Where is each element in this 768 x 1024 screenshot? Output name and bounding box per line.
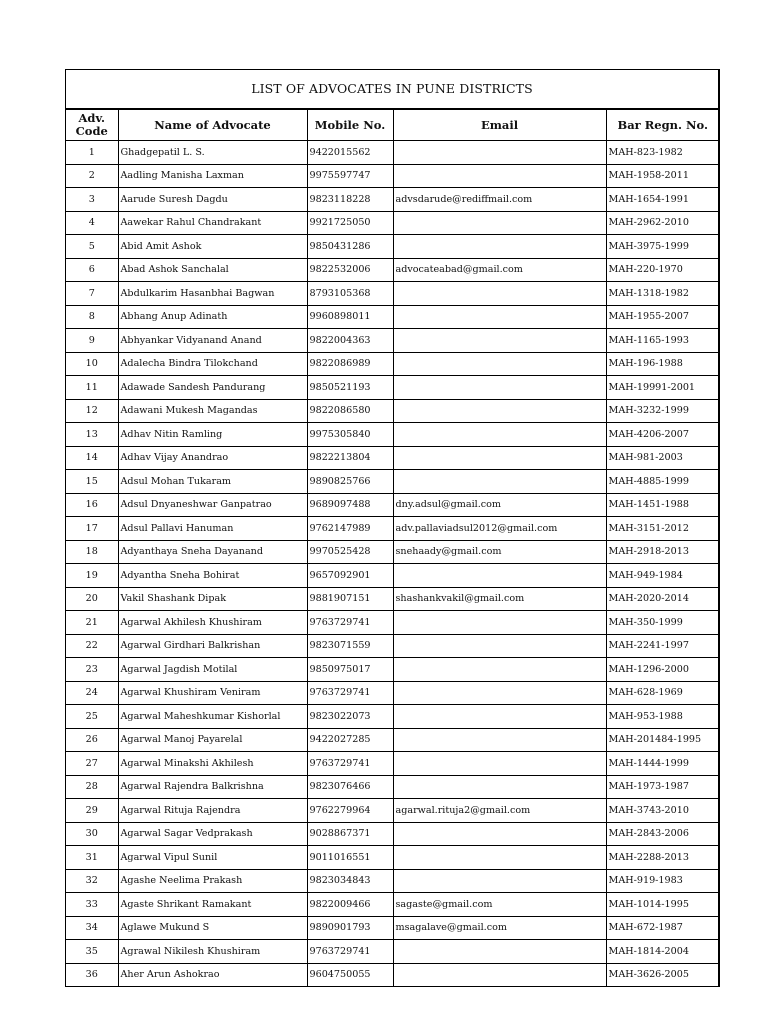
cell-bar: MAH-1444-1999 [606,752,719,776]
cell-name: Ghadgepatil L. S. [118,141,307,165]
cell-bar: MAH-981-2003 [606,446,719,470]
cell-code: 1 [66,141,118,165]
table-row [66,446,719,470]
cell-email: advsdarude@rediffmail.com [393,188,606,212]
table-row [66,869,719,893]
cell-bar: MAH-919-1983 [606,869,719,893]
cell-bar: MAH-1296-2000 [606,658,719,682]
table-row [66,822,719,846]
table-row [66,658,719,682]
cell-mobile: 9822213804 [307,446,393,470]
cell-email [393,846,606,870]
cell-code: 2 [66,164,118,188]
table-row [66,775,719,799]
cell-name: Agarwal Khushiram Veniram [118,681,307,705]
cell-email [393,564,606,588]
cell-mobile: 9850975017 [307,658,393,682]
advocate-list-sheet [65,69,720,987]
table-header-row [66,110,719,141]
table-row [66,423,719,447]
cell-name: Agaste Shrikant Ramakant [118,893,307,917]
cell-code: 8 [66,305,118,329]
cell-bar: MAH-1973-1987 [606,775,719,799]
cell-name: Agarwal Rituja Rajendra [118,799,307,823]
cell-email: shashankvakil@gmail.com [393,587,606,611]
cell-bar: MAH-4885-1999 [606,470,719,494]
cell-code: 20 [66,587,118,611]
cell-mobile: 9011016551 [307,846,393,870]
cell-email [393,329,606,353]
table-row [66,705,719,729]
table-row [66,141,719,165]
cell-email [393,963,606,986]
cell-bar: MAH-3743-2010 [606,799,719,823]
cell-bar: MAH-949-1984 [606,564,719,588]
cell-code: 27 [66,752,118,776]
cell-name: Adyantha Sneha Bohirat [118,564,307,588]
cell-mobile: 9657092901 [307,564,393,588]
cell-name: Agarwal Jagdish Motilal [118,658,307,682]
cell-bar: MAH-1654-1991 [606,188,719,212]
cell-bar: MAH-2241-1997 [606,634,719,658]
cell-name: Adsul Dnyaneshwar Ganpatrao [118,493,307,517]
table-row [66,329,719,353]
cell-mobile: 9822009466 [307,893,393,917]
cell-email: msagalave@gmail.com [393,916,606,940]
cell-email [393,305,606,329]
cell-mobile: 9822004363 [307,329,393,353]
table-row [66,399,719,423]
cell-bar: MAH-2843-2006 [606,822,719,846]
cell-name: Agarwal Rajendra Balkrishna [118,775,307,799]
table-row [66,376,719,400]
cell-code: 19 [66,564,118,588]
cell-code: 35 [66,940,118,964]
cell-code: 11 [66,376,118,400]
cell-bar: MAH-628-1969 [606,681,719,705]
cell-name: Agarwal Minakshi Akhilesh [118,752,307,776]
table-row [66,258,719,282]
cell-bar: MAH-3626-2005 [606,963,719,986]
table-row [66,587,719,611]
table-row [66,540,719,564]
cell-code: 34 [66,916,118,940]
cell-mobile: 9763729741 [307,940,393,964]
cell-code: 30 [66,822,118,846]
cell-name: Abdulkarim Hasanbhai Bagwan [118,282,307,306]
table-row [66,846,719,870]
cell-mobile: 9890901793 [307,916,393,940]
cell-email [393,681,606,705]
cell-bar: MAH-3151-2012 [606,517,719,541]
cell-bar: MAH-4206-2007 [606,423,719,447]
table-row [66,188,719,212]
cell-name: Adawade Sandesh Pandurang [118,376,307,400]
table-row [66,235,719,259]
cell-code: 25 [66,705,118,729]
cell-mobile: 9822086580 [307,399,393,423]
cell-mobile: 9975597747 [307,164,393,188]
cell-mobile: 9881907151 [307,587,393,611]
column-header-code: Adv. Code [66,110,118,141]
cell-code: 16 [66,493,118,517]
cell-bar: MAH-201484-1995 [606,728,719,752]
cell-code: 14 [66,446,118,470]
cell-name: Agarwal Vipul Sunil [118,846,307,870]
cell-code: 36 [66,963,118,986]
cell-code: 5 [66,235,118,259]
cell-code: 26 [66,728,118,752]
cell-name: Aglawe Mukund S [118,916,307,940]
table-row [66,493,719,517]
cell-code: 4 [66,211,118,235]
cell-bar: MAH-1955-2007 [606,305,719,329]
table-row [66,282,719,306]
cell-mobile: 9604750055 [307,963,393,986]
cell-name: Abhang Anup Adinath [118,305,307,329]
cell-mobile: 9028867371 [307,822,393,846]
table-row [66,799,719,823]
cell-bar: MAH-3232-1999 [606,399,719,423]
cell-name: Agashe Neelima Prakash [118,869,307,893]
cell-name: Adalecha Bindra Tilokchand [118,352,307,376]
cell-name: Abad Ashok Sanchalal [118,258,307,282]
cell-mobile: 9762279964 [307,799,393,823]
cell-email [393,352,606,376]
cell-code: 22 [66,634,118,658]
cell-email [393,399,606,423]
cell-mobile: 9822532006 [307,258,393,282]
cell-code: 6 [66,258,118,282]
cell-code: 21 [66,611,118,635]
cell-bar: MAH-672-1987 [606,916,719,940]
cell-name: Adhav Nitin Ramling [118,423,307,447]
cell-name: Aawekar Rahul Chandrakant [118,211,307,235]
cell-email: sagaste@gmail.com [393,893,606,917]
cell-mobile: 9850521193 [307,376,393,400]
cell-mobile: 9763729741 [307,752,393,776]
table-row [66,211,719,235]
cell-code: 13 [66,423,118,447]
cell-bar: MAH-19991-2001 [606,376,719,400]
cell-email [393,869,606,893]
cell-name: Vakil Shashank Dipak [118,587,307,611]
cell-mobile: 9422027285 [307,728,393,752]
cell-name: Adawani Mukesh Magandas [118,399,307,423]
advocates-table [66,109,719,986]
cell-bar: MAH-2288-2013 [606,846,719,870]
cell-code: 24 [66,681,118,705]
cell-mobile: 9823076466 [307,775,393,799]
cell-name: Agarwal Sagar Vedprakash [118,822,307,846]
cell-bar: MAH-1958-2011 [606,164,719,188]
cell-bar: MAH-196-1988 [606,352,719,376]
cell-email [393,940,606,964]
table-row [66,517,719,541]
column-header-email: Email [393,110,606,141]
cell-email: agarwal.rituja2@gmail.com [393,799,606,823]
cell-email [393,752,606,776]
cell-name: Adhav Vijay Anandrao [118,446,307,470]
cell-code: 7 [66,282,118,306]
cell-mobile: 9823118228 [307,188,393,212]
cell-name: Abid Amit Ashok [118,235,307,259]
cell-name: Aarude Suresh Dagdu [118,188,307,212]
document-title: LIST OF ADVOCATES IN PUNE DISTRICTS [66,70,718,109]
column-header-bar: Bar Regn. No. [606,110,719,141]
cell-name: Agarwal Akhilesh Khushiram [118,611,307,635]
table-row [66,470,719,494]
cell-mobile: 9850431286 [307,235,393,259]
table-row [66,916,719,940]
cell-mobile: 9921725050 [307,211,393,235]
cell-email [393,164,606,188]
cell-name: Adsul Mohan Tukaram [118,470,307,494]
cell-bar: MAH-2020-2014 [606,587,719,611]
cell-name: Agarwal Manoj Payarelal [118,728,307,752]
table-row [66,681,719,705]
cell-email: snehaady@gmail.com [393,540,606,564]
table-row [66,305,719,329]
cell-email [393,376,606,400]
cell-name: Agarwal Girdhari Balkrishan [118,634,307,658]
cell-mobile: 9890825766 [307,470,393,494]
cell-email [393,822,606,846]
table-row [66,893,719,917]
cell-bar: MAH-220-1970 [606,258,719,282]
column-header-mobile: Mobile No. [307,110,393,141]
cell-email [393,470,606,494]
cell-bar: MAH-1318-1982 [606,282,719,306]
cell-code: 12 [66,399,118,423]
cell-email [393,446,606,470]
cell-mobile: 9970525428 [307,540,393,564]
table-row [66,963,719,986]
cell-email [393,728,606,752]
table-row [66,940,719,964]
cell-bar: MAH-350-1999 [606,611,719,635]
cell-email [393,282,606,306]
cell-bar: MAH-953-1988 [606,705,719,729]
cell-mobile: 9763729741 [307,611,393,635]
cell-name: Abhyankar Vidyanand Anand [118,329,307,353]
cell-code: 23 [66,658,118,682]
table-row [66,611,719,635]
cell-bar: MAH-1165-1993 [606,329,719,353]
cell-bar: MAH-2918-2013 [606,540,719,564]
cell-mobile: 9975305840 [307,423,393,447]
cell-email: adv.pallaviadsul2012@gmail.com [393,517,606,541]
cell-mobile: 9823022073 [307,705,393,729]
cell-email [393,611,606,635]
cell-name: Aher Arun Ashokrao [118,963,307,986]
table-row [66,728,719,752]
cell-mobile: 9422015562 [307,141,393,165]
table-row [66,352,719,376]
cell-email: dny.adsul@gmail.com [393,493,606,517]
table-row [66,564,719,588]
cell-code: 18 [66,540,118,564]
table-row [66,164,719,188]
cell-code: 9 [66,329,118,353]
cell-code: 15 [66,470,118,494]
cell-email [393,141,606,165]
cell-bar: MAH-1814-2004 [606,940,719,964]
cell-mobile: 9689097488 [307,493,393,517]
cell-code: 33 [66,893,118,917]
cell-bar: MAH-1451-1988 [606,493,719,517]
cell-email [393,658,606,682]
cell-email [393,235,606,259]
table-row [66,634,719,658]
cell-bar: MAH-2962-2010 [606,211,719,235]
cell-name: Agarwal Maheshkumar Kishorlal [118,705,307,729]
cell-email [393,775,606,799]
column-header-name: Name of Advocate [118,110,307,141]
cell-bar: MAH-1014-1995 [606,893,719,917]
cell-name: Adyanthaya Sneha Dayanand [118,540,307,564]
cell-mobile: 9822086989 [307,352,393,376]
cell-mobile: 9823071559 [307,634,393,658]
cell-code: 3 [66,188,118,212]
cell-mobile: 9763729741 [307,681,393,705]
cell-code: 29 [66,799,118,823]
cell-email [393,423,606,447]
cell-code: 28 [66,775,118,799]
table-row [66,752,719,776]
cell-name: Aadling Manisha Laxman [118,164,307,188]
cell-code: 31 [66,846,118,870]
cell-email: advocateabad@gmail.com [393,258,606,282]
cell-name: Adsul Pallavi Hanuman [118,517,307,541]
cell-mobile: 8793105368 [307,282,393,306]
cell-email [393,211,606,235]
cell-bar: MAH-823-1982 [606,141,719,165]
cell-bar: MAH-3975-1999 [606,235,719,259]
cell-mobile: 9823034843 [307,869,393,893]
cell-email [393,634,606,658]
cell-name: Agrawal Nikilesh Khushiram [118,940,307,964]
cell-code: 32 [66,869,118,893]
cell-mobile: 9960898011 [307,305,393,329]
cell-email [393,705,606,729]
cell-code: 17 [66,517,118,541]
cell-mobile: 9762147989 [307,517,393,541]
cell-code: 10 [66,352,118,376]
